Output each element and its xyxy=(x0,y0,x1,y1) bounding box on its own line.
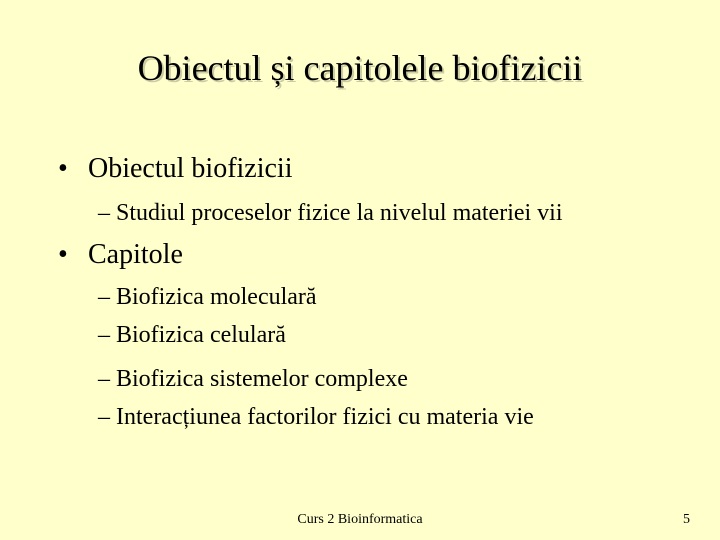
bullet-mark: • xyxy=(58,239,68,270)
sub-item: – Biofizica sistemelor complexe xyxy=(98,366,408,392)
bullet-text: Capitole xyxy=(88,239,183,270)
bullet-item-objective xyxy=(58,152,293,186)
bullet-mark: • xyxy=(58,153,68,184)
slide-footer: Curs 2 Bioinformatica xyxy=(297,512,423,527)
bullet-text: Obiectul biofizicii xyxy=(88,153,293,184)
sub-item: – Interacțiunea factorilor fizici cu materia vie xyxy=(98,404,534,430)
page-number: 5 xyxy=(683,512,690,527)
sub-item: – Biofizica celulară xyxy=(98,322,286,348)
bullet-item-chapters xyxy=(58,238,183,272)
sub-item: – Studiul proceselor fizice la nivelul materiei vii xyxy=(98,200,563,226)
sub-item: – Biofizica moleculară xyxy=(98,284,317,310)
slide-title: Obiectul și capitolele biofizicii xyxy=(137,48,583,88)
